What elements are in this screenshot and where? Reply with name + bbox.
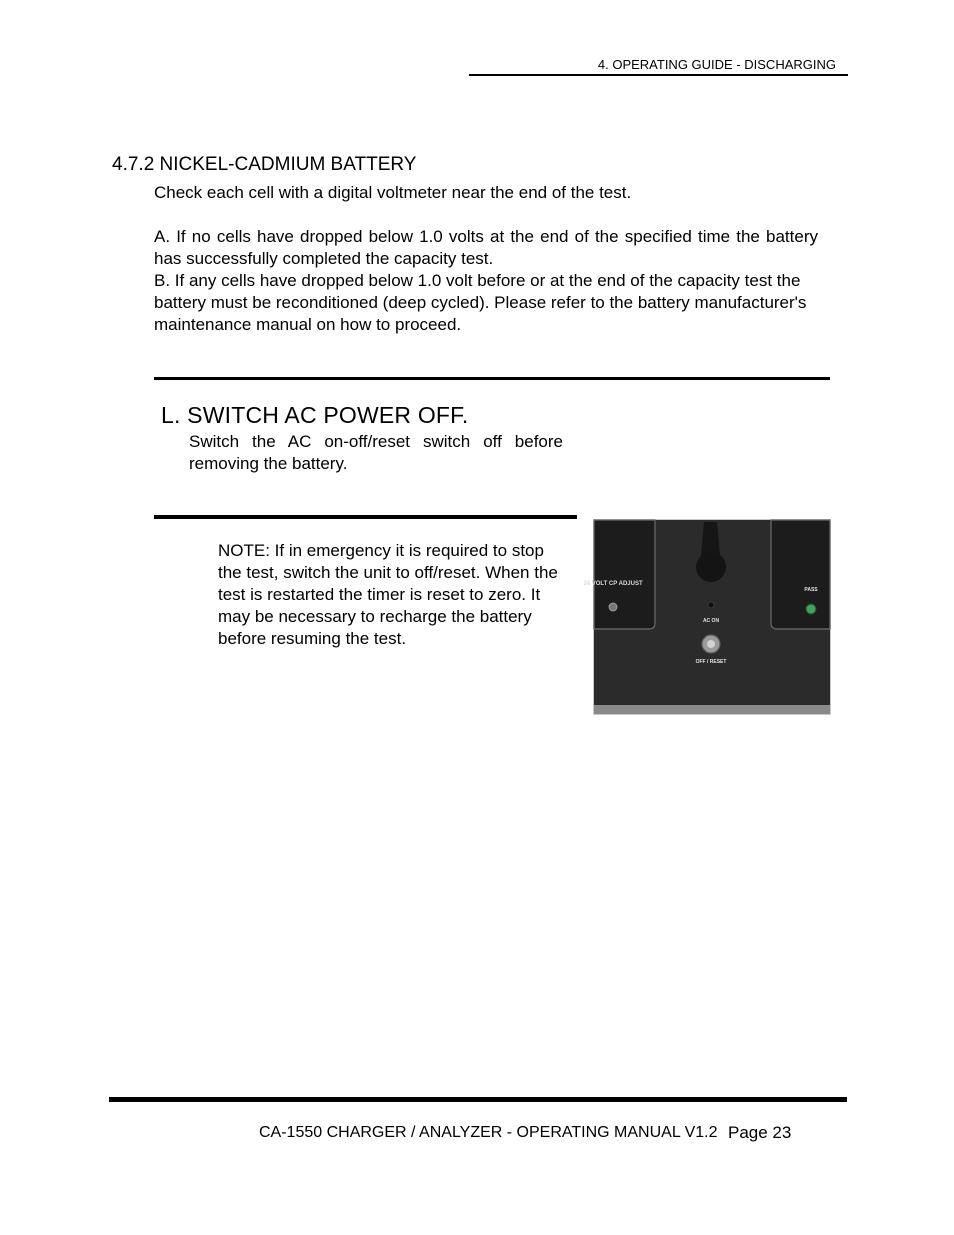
section-divider bbox=[154, 377, 830, 380]
pass-led-icon bbox=[806, 604, 816, 614]
step-body: Switch the AC on-off/reset switch off before removing the battery. bbox=[189, 432, 563, 473]
ac-on-label: AC ON bbox=[702, 618, 720, 624]
section-item-a: A. If no cells have dropped below 1.0 volts at the end of the specified time the battery has successfully completed the capacity test. bbox=[154, 227, 818, 268]
footer-divider bbox=[109, 1097, 847, 1102]
note-divider bbox=[154, 515, 577, 519]
section-intro: Check each cell with a digital voltmeter near the end of the test. bbox=[154, 183, 632, 202]
ac-on-led-icon bbox=[708, 602, 714, 608]
section-title: 4.7.2 NICKEL-CADMIUM BATTERY bbox=[112, 154, 417, 175]
control-panel-photo bbox=[583, 519, 831, 715]
step-title: L. SWITCH AC POWER OFF. bbox=[161, 402, 469, 428]
probe-base bbox=[696, 552, 726, 582]
right-subpanel bbox=[771, 520, 830, 629]
cp-adjust-label: 24 VOLT CP ADJUST bbox=[583, 581, 643, 587]
panel-bottom-edge bbox=[594, 705, 830, 714]
pass-label: PASS bbox=[804, 587, 818, 593]
section-item-b: B. If any cells have dropped below 1.0 volt before or at the end of the capacity test the battery must be reconditioned (deep cycled). Please refer to the battery manufacturer's maintenance manual on how to proceed. bbox=[154, 271, 807, 334]
left-subpanel bbox=[594, 520, 655, 629]
page-number: Page 23 bbox=[728, 1123, 792, 1142]
running-header: 4. OPERATING GUIDE - DISCHARGING bbox=[597, 57, 836, 72]
note-text: NOTE: If in emergency it is required to stop the test, switch the unit to off/reset. When the test is restarted the timer is reset to zero. It may be necessary to recharge the battery before resuming the test. bbox=[218, 541, 558, 648]
adjust-knob-icon bbox=[609, 603, 617, 611]
footer-document-title: CA-1550 CHARGER / ANALYZER - OPERATING MANUAL V1.2 bbox=[259, 1124, 718, 1141]
header-divider bbox=[469, 74, 848, 76]
toggle-lever-icon bbox=[707, 640, 715, 648]
off-reset-label: OFF / RESET bbox=[695, 659, 727, 665]
